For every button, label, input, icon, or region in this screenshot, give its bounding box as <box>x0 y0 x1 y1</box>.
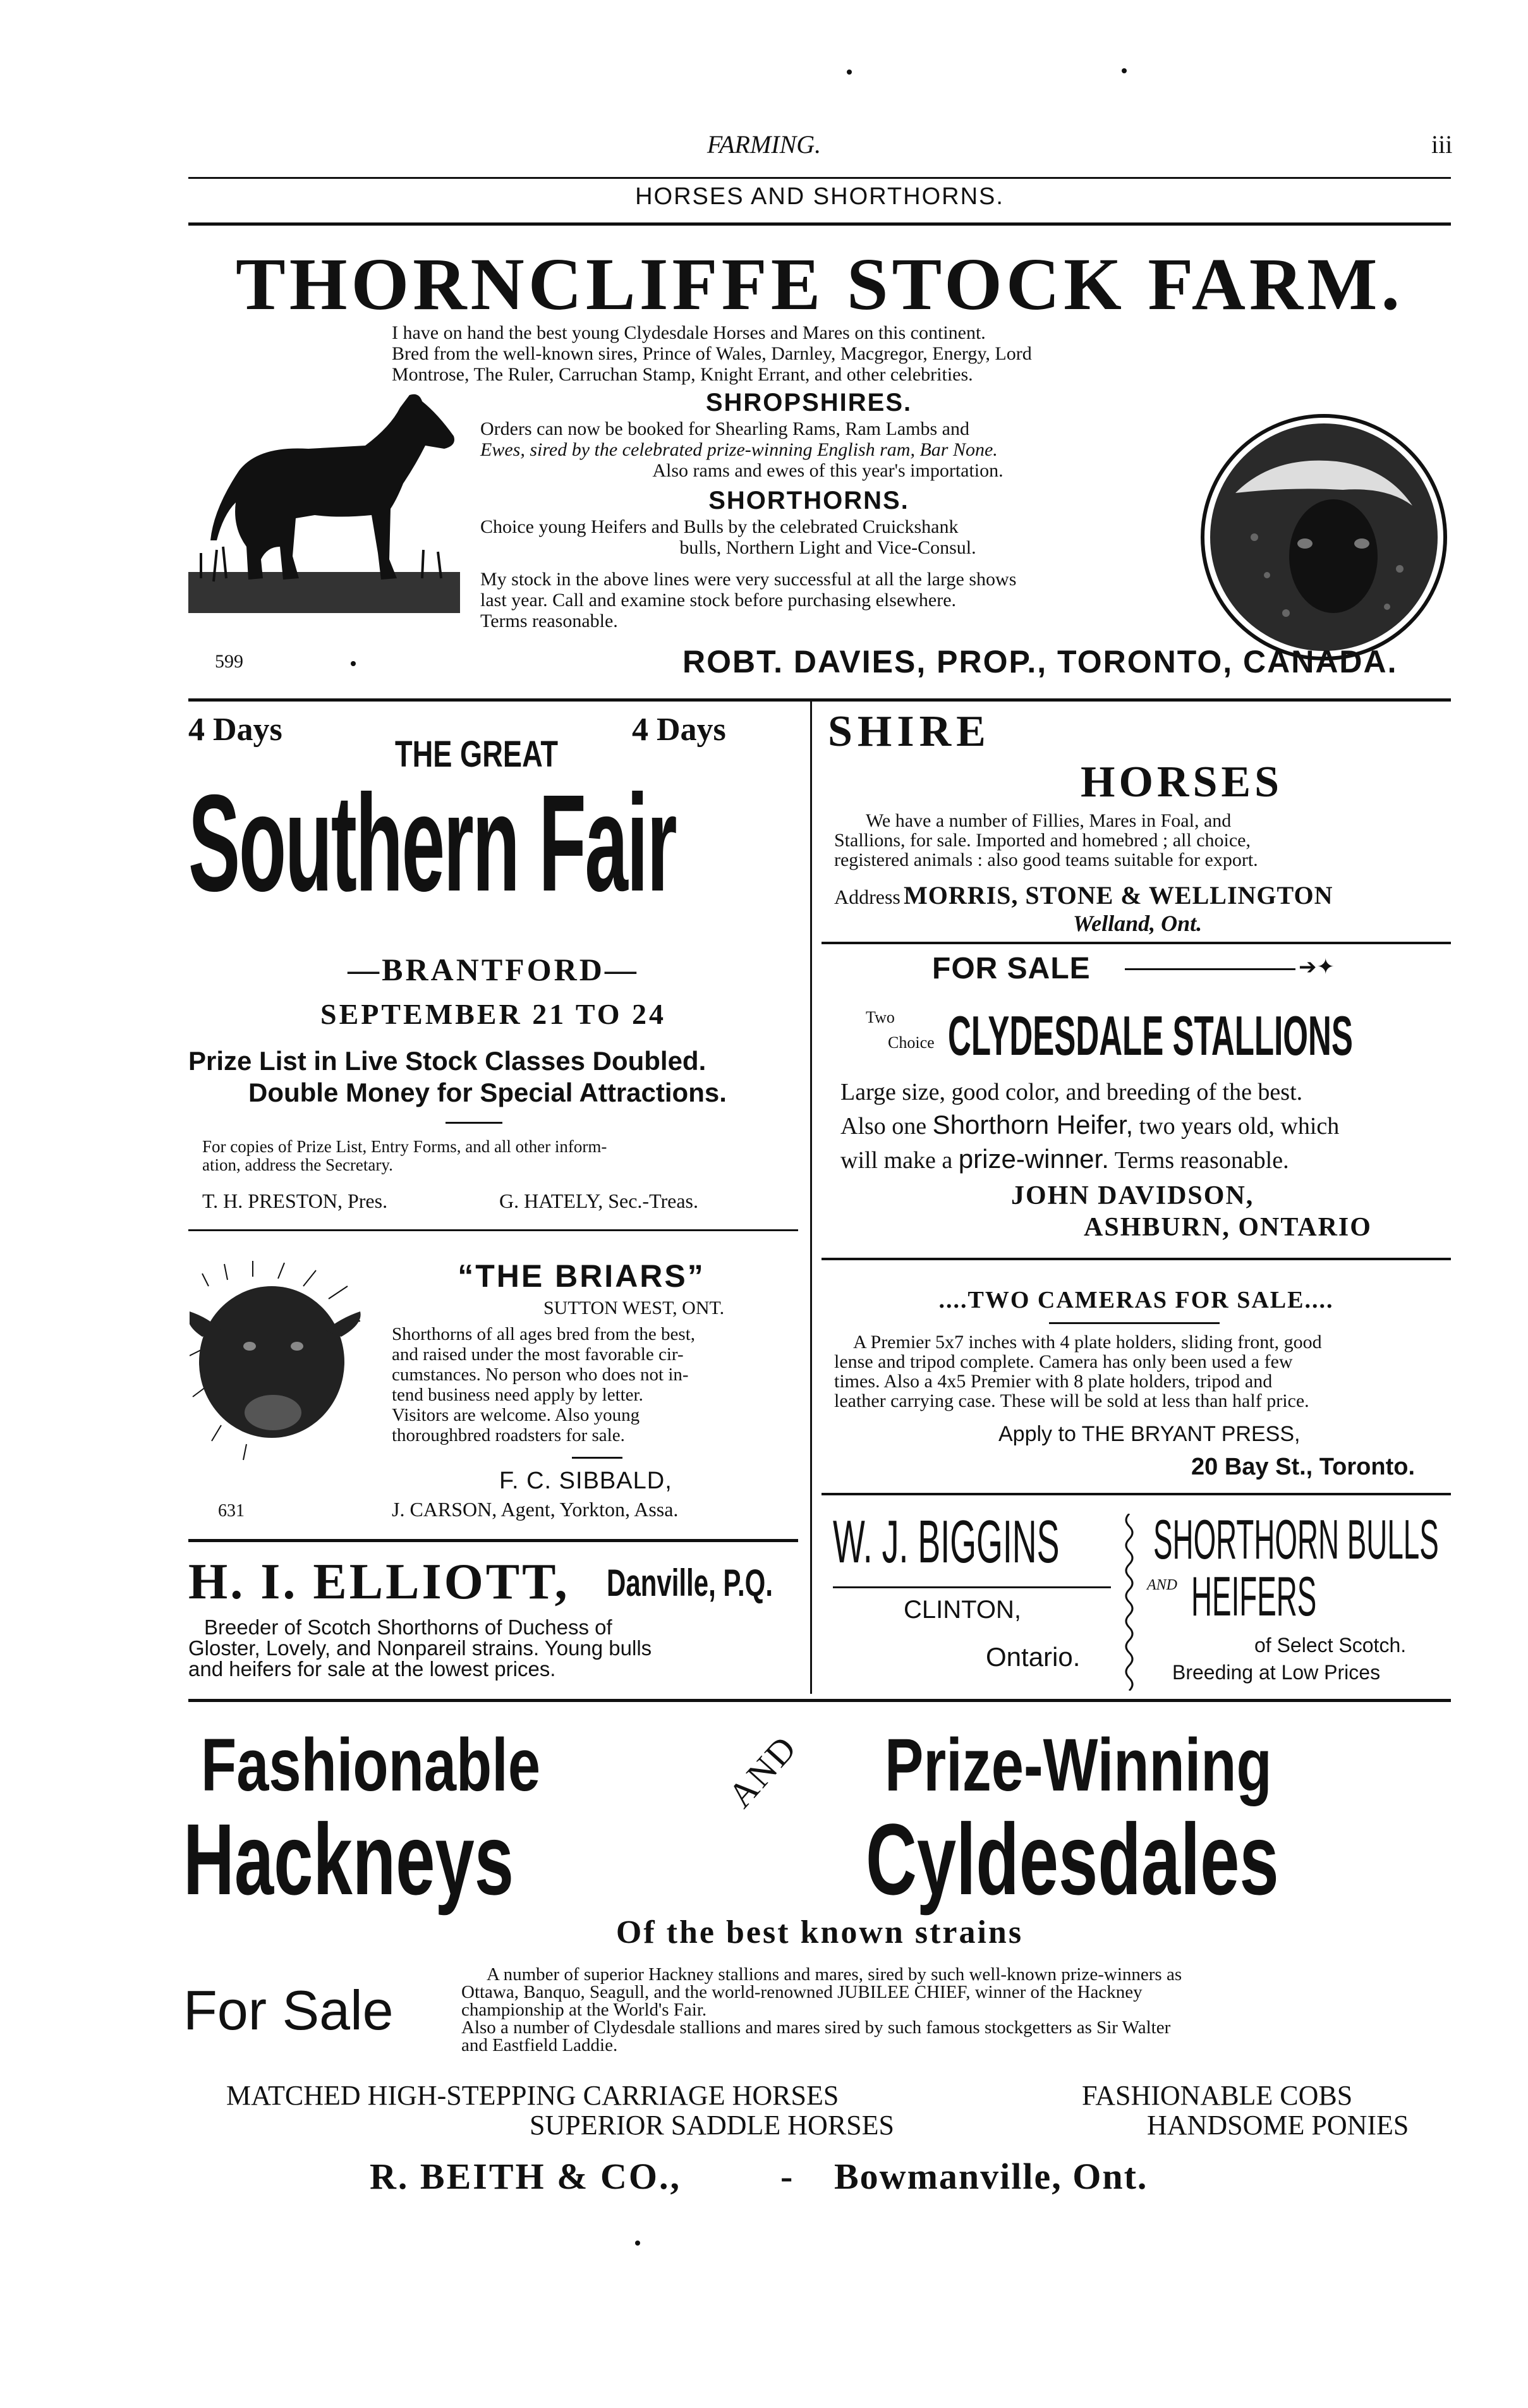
briars-text: thoroughbred roadsters for sale. <box>392 1425 625 1445</box>
beith-dash: - <box>780 2156 793 2197</box>
rule <box>188 177 1451 179</box>
beith-ponies: HANDSOME PONIES <box>1147 2110 1409 2141</box>
clyde-two: Two <box>866 1008 895 1026</box>
briars-agent: J. CARSON, Agent, Yorkton, Assa. <box>392 1498 679 1521</box>
sheep-portrait-illustration <box>1198 411 1450 664</box>
beith-text: championship at the World's Fair. <box>461 2000 707 2020</box>
clyde-title: CLYDESDALE STALLIONS <box>948 1004 1353 1067</box>
beith-for-sale: For Sale <box>183 1979 394 2041</box>
beith-text: and Eastfield Laddie. <box>461 2035 618 2055</box>
briars-title: “THE BRIARS” <box>458 1258 705 1294</box>
page-number: iii <box>1431 130 1453 159</box>
fair-double-money: Double Money for Special Attractions. <box>248 1078 727 1107</box>
shire-text: Stallions, for sale. Imported and homebred ; all choice, <box>834 830 1251 851</box>
thorncliffe-intro: Montrose, The Ruler, Carruchan Stamp, Knight Errant, and other celebrities. <box>392 364 973 385</box>
clyde-for-sale: FOR SALE <box>932 952 1091 985</box>
rule <box>188 222 1451 226</box>
thorncliffe-signature: ROBT. DAVIES, PROP., TORONTO, CANADA. <box>682 644 1398 679</box>
rule <box>188 1229 798 1231</box>
beith-matched: MATCHED HIGH-STEPPING CARRIAGE HORSES <box>226 2080 839 2111</box>
ad-number: 631 <box>218 1501 245 1521</box>
rule <box>822 1258 1451 1260</box>
dot-ornament <box>351 661 356 666</box>
clyde-heifer: Shorthorn Heifer, <box>932 1110 1134 1140</box>
biggins-and: AND <box>1147 1577 1177 1593</box>
briars-location: SUTTON WEST, ONT. <box>543 1298 725 1318</box>
southern-fair-title: Southern Fair <box>188 767 676 920</box>
shire-text: registered animals : also good teams suitable for export. <box>834 849 1258 870</box>
cameras-text: leather carrying case. These will be sold at less than half price. <box>834 1390 1309 1411</box>
shropshires-text: Ewes, sired by the celebrated prize-winning English ram, Bar None. <box>480 439 998 460</box>
fair-president: T. H. PRESTON, Pres. <box>202 1189 388 1212</box>
beith-hackneys: Hackneys <box>183 1803 514 1916</box>
fair-note: ation, address the Secretary. <box>202 1155 393 1174</box>
clyde-town: ASHBURN, ONTARIO <box>1084 1213 1372 1242</box>
beith-text: A number of superior Hackney stallions and mares, sired by such well-known prize-winners as <box>487 1964 1182 1985</box>
rule <box>188 1539 798 1542</box>
shropshires-text: Orders can now be booked for Shearling Rams, Ram Lambs and <box>480 418 969 439</box>
beith-fashionable: Fashionable <box>201 1724 541 1807</box>
shorthorns-text: Choice young Heifers and Bulls by the celebrated Cruickshank <box>480 516 959 537</box>
stock-text: Terms reasonable. <box>480 611 618 631</box>
fair-location: —BRANTFORD— <box>348 952 639 987</box>
beith-firm: R. BEITH & CO., <box>370 2156 681 2197</box>
thorncliffe-intro: Bred from the well-known sires, Prince of Wales, Darnley, Macgregor, Energy, Lord <box>392 343 1032 364</box>
short-rule <box>833 1586 1111 1588</box>
elliott-text: and heifers for sale at the lowest prices. <box>188 1657 556 1681</box>
briars-text: cumstances. No person who does not in- <box>392 1365 689 1385</box>
ad-number: 599 <box>215 651 243 672</box>
clyde-choice: Choice <box>888 1033 935 1052</box>
briars-text: tend business need apply by letter. <box>392 1385 643 1405</box>
cameras-text: times. Also a 4x5 Premier with 8 plate holders, tripod and <box>834 1371 1273 1392</box>
clyde-owner: JOHN DAVIDSON, <box>1011 1181 1254 1210</box>
clyde-text: will make a <box>840 1147 953 1174</box>
beith-and: AND <box>720 1727 806 1816</box>
column-divider <box>810 702 812 1694</box>
dot-ornament <box>1122 68 1127 73</box>
biggins-province: Ontario. <box>986 1642 1081 1672</box>
shire-address-label: Address <box>834 885 900 908</box>
biggins-sub2: Breeding at Low Prices <box>1172 1661 1381 1684</box>
elliott-text: Breeder of Scotch Shorthorns of Duchess of <box>204 1615 612 1639</box>
days-left: 4 Days <box>188 712 282 748</box>
fair-note: For copies of Prize List, Entry Forms, and all other inform- <box>202 1137 607 1156</box>
the-great: THE GREAT <box>395 734 559 775</box>
biggins-sub1: of Select Scotch. <box>1254 1634 1407 1657</box>
shire-title: SHIRE <box>828 707 991 756</box>
rule <box>188 698 1451 702</box>
beith-clydesdales: Cyldesdales <box>866 1803 1279 1916</box>
thorncliffe-title: THORNCLIFFE STOCK FARM. <box>235 243 1404 325</box>
bull-head-illustration <box>190 1261 373 1463</box>
ornamental-rule <box>1125 968 1295 970</box>
clyde-prize-winner: prize-winner. <box>958 1144 1109 1174</box>
biggins-name: W. J. BIGGINS <box>833 1508 1060 1576</box>
short-rule <box>1049 1322 1220 1324</box>
short-rule <box>446 1122 502 1124</box>
fair-secretary: G. HATELY, Sec.-Treas. <box>499 1189 698 1212</box>
rule <box>188 1699 1451 1702</box>
elliott-text: Gloster, Lovely, and Nonpareil strains. Young bulls <box>188 1636 652 1660</box>
arrow-ornament-icon: ➔✦ <box>1299 955 1335 979</box>
stock-text: My stock in the above lines were very successful at all the large shows <box>480 569 1017 590</box>
shropshires-heading: SHROPSHIRES. <box>705 389 913 417</box>
stock-text: last year. Call and examine stock before purchasing elsewhere. <box>480 590 957 611</box>
beith-text: Also a number of Clydesdale stallions and mares sired by such famous stockgetters as Sir Walter <box>461 2017 1171 2038</box>
shire-town: Welland, Ont. <box>1072 911 1203 936</box>
briars-text: and raised under the most favorable cir- <box>392 1344 684 1365</box>
shire-address: MORRIS, STONE & WELLINGTON <box>903 881 1333 909</box>
dot-ornament <box>847 70 852 75</box>
shorthorns-text: bulls, Northern Light and Vice-Consul. <box>679 537 976 558</box>
beith-cobs: FASHIONABLE COBS <box>1082 2080 1353 2111</box>
beith-town: Bowmanville, Ont. <box>834 2156 1148 2197</box>
clyde-text: two years old, which <box>1139 1113 1340 1140</box>
clyde-text: Terms reasonable. <box>1114 1147 1289 1174</box>
fair-prize-list: Prize List in Live Stock Classes Doubled. <box>188 1046 706 1076</box>
cameras-text: lense and tripod complete. Camera has only been used a few <box>834 1351 1293 1372</box>
shorthorns-heading: SHORTHORNS. <box>708 487 909 514</box>
rule <box>822 942 1451 944</box>
beith-text: Ottawa, Banquo, Seagull, and the world-renowned JUBILEE CHIEF, winner of the Hackney <box>461 1982 1143 2002</box>
cameras-apply: Apply to THE BRYANT PRESS, <box>998 1422 1301 1446</box>
biggins-title-line1: SHORTHORN BULLS <box>1153 1508 1439 1571</box>
thorncliffe-intro: I have on hand the best young Clydesdale Horses and Mares on this continent. <box>392 322 986 343</box>
clydesdale-horse-illustration <box>188 389 460 613</box>
rule <box>822 1493 1451 1495</box>
clyde-text: Also one <box>840 1113 927 1140</box>
beith-prize-winning: Prize-Winning <box>885 1724 1272 1807</box>
beith-subtitle: Of the best known strains <box>615 1914 1024 1950</box>
running-title: FARMING. <box>706 130 822 159</box>
days-right: 4 Days <box>632 712 726 748</box>
cameras-text: A Premier 5x7 inches with 4 plate holders, sliding front, good <box>853 1332 1322 1353</box>
biggins-title-line2: HEIFERS <box>1191 1565 1317 1627</box>
elliott-place: Danville, P.Q. <box>607 1562 773 1604</box>
cameras-title: ....TWO CAMERAS FOR SALE.... <box>938 1287 1334 1313</box>
shropshires-text: Also rams and ewes of this year's importation. <box>652 460 1004 481</box>
horses-title: HORSES <box>1081 758 1283 806</box>
briars-text: Visitors are welcome. Also young <box>392 1405 640 1425</box>
shire-text: We have a number of Fillies, Mares in Foal, and <box>866 810 1232 831</box>
short-rule <box>572 1457 622 1459</box>
fair-dates: SEPTEMBER 21 TO 24 <box>320 998 667 1030</box>
beith-saddle: SUPERIOR SADDLE HORSES <box>530 2110 894 2141</box>
elliott-name: H. I. ELLIOTT, <box>188 1554 570 1610</box>
wavy-divider <box>1120 1514 1139 1691</box>
dot-ornament <box>635 2241 640 2246</box>
clyde-text: Large size, good color, and breeding of the best. <box>840 1079 1303 1105</box>
briars-owner: F. C. SIBBALD, <box>499 1468 672 1494</box>
section-heading: HORSES AND SHORTHORNS. <box>635 183 1004 210</box>
cameras-address: 20 Bay St., Toronto. <box>1191 1454 1416 1480</box>
briars-text: Shorthorns of all ages bred from the best, <box>392 1324 696 1344</box>
biggins-town: CLINTON, <box>904 1596 1021 1624</box>
